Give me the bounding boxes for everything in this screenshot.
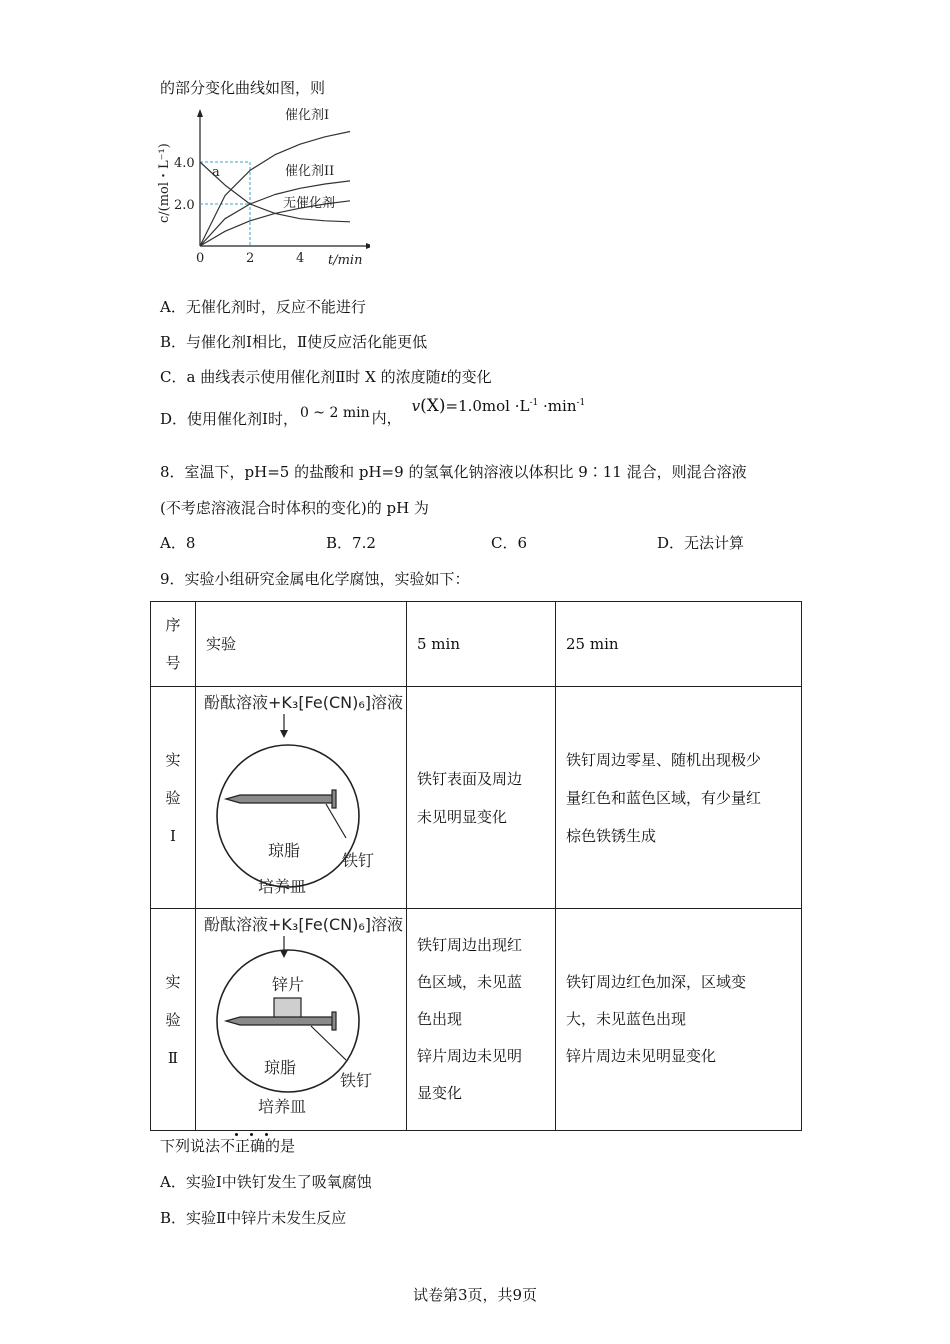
petri-dish-circle (217, 745, 359, 887)
q8-stem-line2: (不考虑溶液混合时体积的变化)的 pH 为 (160, 499, 429, 517)
series-label-0: 催化剂I (285, 108, 330, 123)
q7-intro: 的部分变化曲线如图，则 (160, 79, 326, 97)
nail-label: 铁钉 (340, 1070, 373, 1090)
q8-option-d: D．无法计算 (657, 534, 745, 552)
row2-serial: 实 验 Ⅱ (151, 909, 196, 1131)
y-tick-label-1: 2.0 (174, 198, 195, 213)
row1-serial: 实 验 Ⅰ (151, 687, 196, 909)
row1-figure-cell (196, 687, 407, 909)
series-label-1: 催化剂II (285, 164, 335, 179)
q7-option-c: C．a 曲线表示使用催化剂Ⅱ时 X 的浓度随t的变化 (160, 368, 492, 386)
reagent-label: 酚酞溶液+K₃[Fe(CN)₆]溶液 (204, 914, 404, 934)
x-tick-label-2: 4 (296, 251, 305, 266)
agar-label: 琼脂 (268, 840, 301, 860)
petri-dish-figure-2 (196, 910, 406, 1130)
experiment-table (150, 601, 802, 1131)
zinc-label: 锌片 (272, 974, 305, 994)
series-line-0 (200, 132, 350, 247)
q9-option-a: A．实验Ⅰ中铁钉发生了吸氧腐蚀 (160, 1173, 372, 1191)
page-footer: 试卷第3页，共9页 (412, 1286, 538, 1304)
table-row (151, 909, 802, 1131)
dish-label: 培养皿 (258, 876, 307, 896)
dish-label: 培养皿 (258, 1096, 307, 1116)
iron-nail-shape (226, 1017, 334, 1025)
q7-option-b: B．与催化剂Ⅰ相比，Ⅱ使反应活化能更低 (160, 333, 428, 351)
table-row (151, 687, 802, 909)
q7-option-d: D．使用催化剂Ⅰ时， 0 ~ 2 min 内，$v(X)=1.0mol \cdot L^{-1} \cdot\min^{-1}$ (160, 396, 586, 428)
q8-option-b: B．7.2 (326, 534, 376, 552)
q9-intro: 9．实验小组研究金属电化学腐蚀，实验如下： (160, 570, 470, 588)
q9-question: 下列说法不正确的是 (160, 1137, 296, 1155)
series-label-3: a (212, 165, 220, 180)
petri-dish-figure-1 (196, 688, 406, 908)
concentration-time-chart (150, 105, 370, 270)
row2-figure-cell (196, 909, 407, 1131)
row1-5min: 铁钉表面及周边 未见明显变化 (407, 687, 556, 909)
q9-option-b: B．实验Ⅱ中锌片未发生反应 (160, 1209, 347, 1227)
header-25min: 25 min (556, 602, 802, 687)
table-header-row (151, 602, 802, 687)
x-tick-label-1: 2 (246, 251, 255, 266)
header-serial: 序 号 (151, 602, 196, 687)
x-tick-label-0: 0 (196, 251, 205, 266)
row2-5min: 铁钉周边出现红 色区域，未见蓝 色出现 锌片周边未见明 显变化 (407, 909, 556, 1131)
y-axis-arrow (197, 109, 203, 117)
iron-nail-shape (226, 795, 334, 803)
header-experiment: 实验 (196, 602, 407, 687)
q8-option-c: C．6 (491, 534, 528, 552)
q8-stem-line1: 8．室温下，pH=5 的盐酸和 pH=9 的氢氧化钠溶液以体积比 9∶11 混合，则混合溶液 (160, 463, 747, 481)
q8-option-a: A．8 (160, 534, 196, 552)
q7-option-a: A．无催化剂时，反应不能进行 (160, 298, 366, 316)
x-axis-arrow (366, 243, 370, 249)
y-axis-label: c/(mol・L⁻¹) (157, 143, 172, 223)
nail-label: 铁钉 (342, 850, 375, 870)
series-label-2: 无催化剂 (283, 196, 336, 211)
row2-25min: 铁钉周边红色加深，区域变 大，未见蓝色出现 锌片周边未见明显变化 (556, 909, 802, 1131)
agar-label: 琼脂 (264, 1057, 297, 1077)
x-axis-label: t/min (328, 253, 363, 268)
y-tick-label-0: 4.0 (174, 156, 195, 171)
reagent-label: 酚酞溶液+K₃[Fe(CN)₆]溶液 (204, 692, 404, 712)
header-5min: 5 min (407, 602, 556, 687)
row1-25min: 铁钉周边零星、随机出现极少 量红色和蓝色区域，有少量红 棕色铁锈生成 (556, 687, 802, 909)
